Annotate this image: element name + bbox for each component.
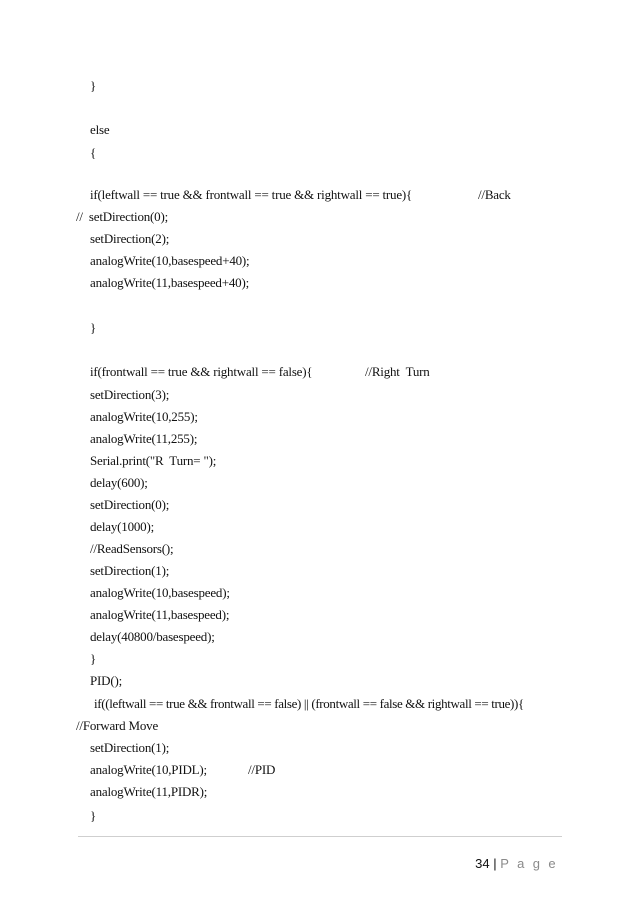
code-line-30: analogWrite(10,PIDL); [90,762,207,777]
code-line-23: analogWrite(11,basespeed); [90,607,230,622]
code-line-3: { [90,145,97,160]
code-line-28: //Forward Move [76,718,159,733]
footer-separator: | [489,856,501,871]
code-line-16: Serial.print("R Turn= "); [90,453,217,468]
code-line-9: analogWrite(11,basespeed+40); [90,275,249,290]
code-line-29: setDirection(1); [90,740,170,755]
code-line-8: analogWrite(10,basespeed+40); [90,253,250,268]
code-line-7: setDirection(2); [90,231,170,246]
code-line-2: else [90,122,110,137]
code-line-11: if(frontwall == true && rightwall == false){ [90,364,313,379]
code-line-26: PID(); [90,673,123,688]
code-comment-back: //Back [478,187,511,202]
code-comment-right-turn: //Right Turn [365,364,430,379]
code-line-13: setDirection(3); [90,387,170,402]
code-line-17: delay(600); [90,475,148,490]
code-line-33: } [90,808,97,823]
code-line-15: analogWrite(11,255); [90,431,198,446]
code-line-21: setDirection(1); [90,563,170,578]
page-number: 34 [475,856,490,871]
page-footer [461,840,558,888]
page-label: P a g e [500,856,558,871]
code-line-27: if((leftwall == true && frontwall == false) || (frontwall == false && rightwall == true)){ [94,696,524,711]
code-line-10: } [90,320,97,335]
code-line-14: analogWrite(10,255); [90,409,198,424]
code-line-24: delay(40800/basespeed); [90,629,215,644]
footer-divider [78,836,562,837]
code-line-19: delay(1000); [90,519,155,534]
code-line-4: if(leftwall == true && frontwall == true && rightwall == true){ [90,187,413,202]
code-line-32: analogWrite(11,PIDR); [90,784,208,799]
code-line-18: setDirection(0); [90,497,170,512]
code-line-22: analogWrite(10,basespeed); [90,585,230,600]
code-line-6: // setDirection(0); [76,209,169,224]
code-line-25: } [90,651,97,666]
code-comment-pid: //PID [248,762,276,777]
code-line-20: //ReadSensors(); [90,541,174,556]
code-line-1: } [90,78,97,93]
